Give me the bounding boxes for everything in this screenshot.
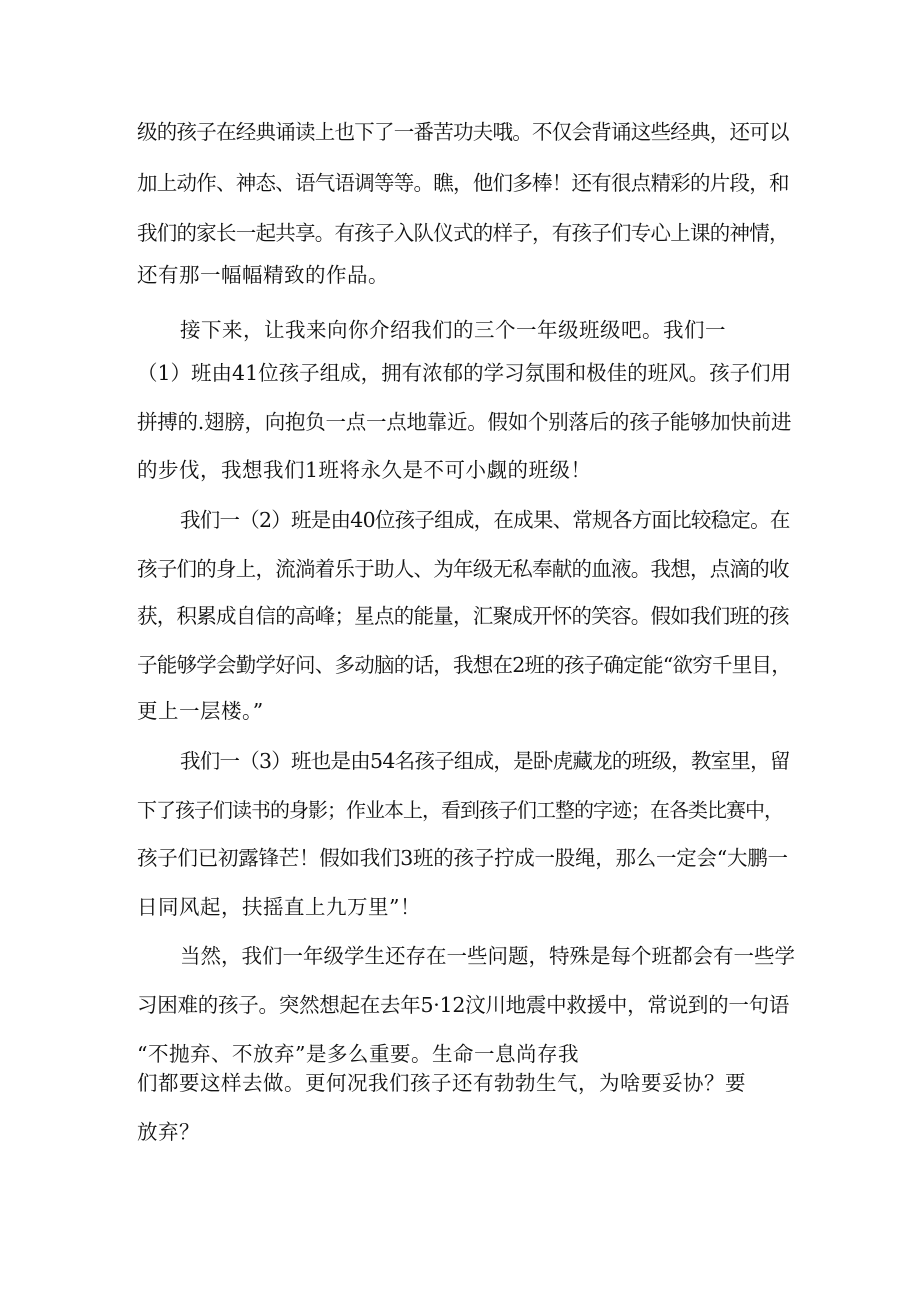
text-line: 们都要这样去做。更何况我们孩子还有勃勃生气，为啥要妥协？要 (137, 1071, 746, 1095)
text-line: 我们一（3）班也是由54名孩子组成，是卧虎藏龙的班级，教室里，留 (180, 749, 790, 773)
text-line: 下了孩子们读书的身影；作业本上，看到孩子们工整的字迹；在各类比赛中， (137, 798, 783, 822)
text-line: 放弃？ (137, 1120, 200, 1144)
text-line: 的步伐，我想我们1班将永久是不可小觑的班级！ (137, 458, 592, 482)
text-line: 当然，我们一年级学生还存在一些问题，特殊是每个班都会有一些学 (180, 944, 795, 968)
text-line: 还有那一幅幅精致的作品。 (137, 263, 389, 287)
text-line: 拼搏的.翅膀，向抱负一点一点地靠近。假如个别落后的孩子能够加快前进 (137, 410, 792, 434)
text-line: 我们的家长一起共享。有孩子入队仪式的样子，有孩子们专心上课的神情， (137, 221, 789, 245)
text-line: 子能够学会勤学好问、多动脑的话，我想在2班的孩子确定能“欲穷千里目， (137, 653, 792, 677)
text-line: 接下来，让我来向你介绍我们的三个一年级班级吧。我们一 (180, 318, 726, 342)
text-line: “不抛弃、不放弃”是多么重要。生命一息尚存我 (137, 1042, 579, 1066)
text-line: 更上一层楼。” (137, 699, 264, 723)
text-line: 级的孩子在经典诵读上也下了一番苦功夫哦。不仅会背诵这些经典，还可以 (137, 120, 789, 144)
text-line: 孩子们已初露锋芒！假如我们3班的孩子拧成一股绳，那么一定会“大鹏一 (137, 846, 788, 870)
text-line: 习困难的孩子。突然想起在去年5·12汶川地震中救援中，常说到的一句语 (137, 993, 790, 1017)
text-line: 获，积累成自信的高峰；星点的能量，汇聚成开怀的笑容。假如我们班的孩 (137, 604, 789, 628)
text-line: 我们一（2）班是由40位孩子组成，在成果、常规各方面比较稳定。在 (180, 508, 790, 532)
text-line: 日同风起，扶摇直上九万里”！ (137, 895, 421, 919)
text-line: 孩子们的身上，流淌着乐于助人、为年级无私奉献的血液。我想，点滴的收 (137, 557, 789, 581)
text-line: （1）班由41位孩子组成，拥有浓郁的学习氛围和极佳的班风。孩子们用 (137, 361, 792, 385)
text-line: 加上动作、神态、语气语调等等。瞧，他们多棒！还有很点精彩的片段，和 (137, 171, 789, 195)
